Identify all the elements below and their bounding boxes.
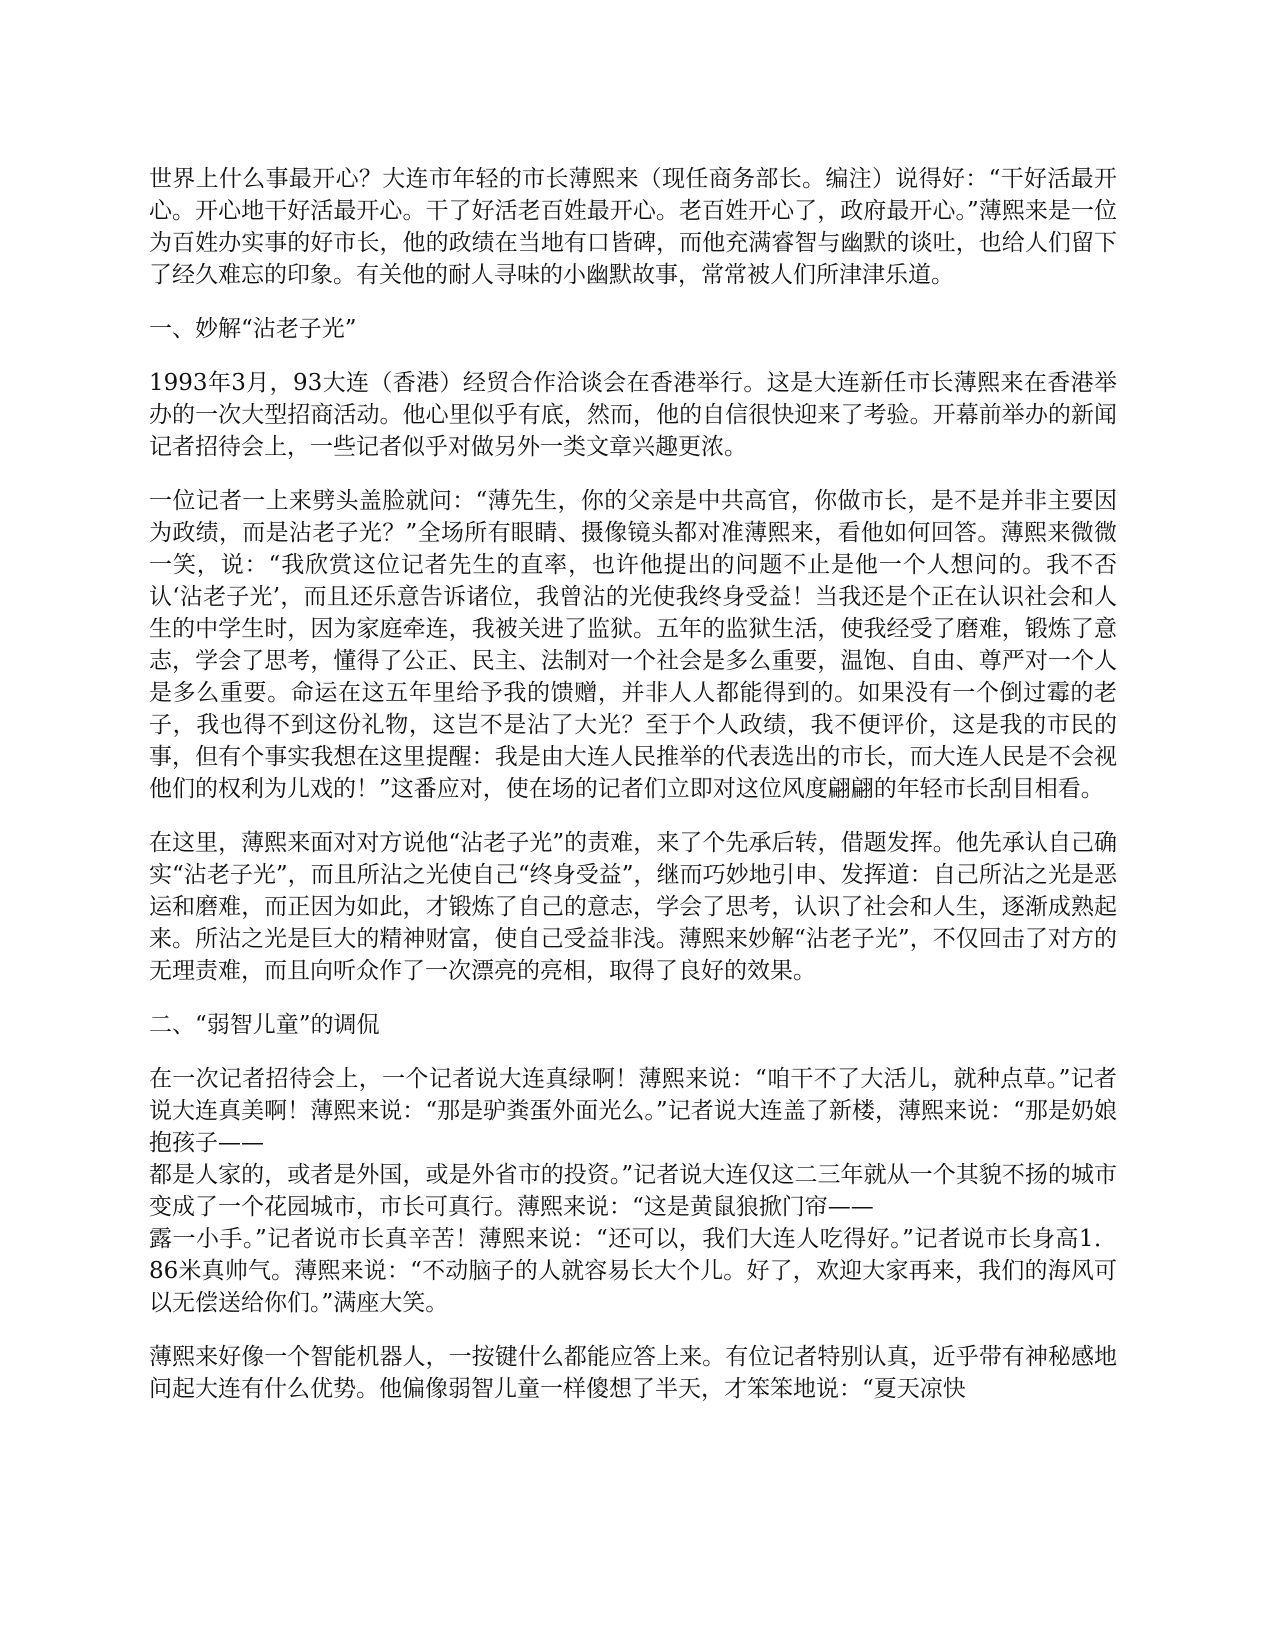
body-paragraph: 1993年3月，93大连（香港）经贸合作洽谈会在香港举行。这是大连新任市长薄熙来在香港举办的一次大型招商活动。他心里似乎有底，然而，他的自信很快迎来了考验。开幕前举办的新闻记者招待会上，一些记者似乎对做另外一类文章兴趣更浓。 [149,370,1117,460]
body-paragraph: 在这里，薄熙来面对对方说他“沾老子光”的责难，来了个先承后转，借题发挥。他先承认自己确实“沾老子光”，而且所沾之光使自己“终身受益”，继而巧妙地引申、发挥道：自己所沾之光是恶运和磨难，而正因为如此，才锻炼了自己的意志，学会了思考，认识了社会和人生，逐渐成熟起来。所沾之光是巨大的精神财富，使自己受益非浅。薄熙来妙解“沾老子光”，不仅回击了对方的无理责难，而且向听众作了一次漂亮的亮相，取得了良好的效果。 [149,830,1117,984]
intro-paragraph: 世界上什么事最开心？大连市年轻的市长薄熙来（现任商务部长。编注）说得好：“干好活最开心。开心地干好活最开心。干了好活老百姓最开心。老百姓开心了，政府最开心。”薄熙来是一位为百姓办实事的好市长，他的政绩在当地有口皆碑，而他充满睿智与幽默的谈吐，也给人们留下了经久难忘的印象。有关他的耐人寻味的小幽默故事，常常被人们所津津乐道。 [149,166,1117,288]
section-heading-2: 二、“弱智儿童”的调侃 [149,1012,380,1038]
anecdote-paragraph [149,1063,1117,1319]
anecdote-line-2: 都是人家的，或者是外国，或是外省市的投资。”记者说大连仅这二三年就从一个其貌不扬的城市变成了一个花园城市，市长可真行。薄熙来说：“这是黄鼠狼掀门帘—— [149,1162,1117,1220]
body-paragraph: 一位记者一上来劈头盖脸就问：“薄先生，你的父亲是中共高官，你做市长，是不是并非主要因为政绩，而是沾老子光？”全场所有眼睛、摄像镜头都对准薄熙来，看他如何回答。薄熙来微微一笑，说：“我欣赏这位记者先生的直率，也许他提出的问题不止是他一个人想问的。我不否认‘沾老子光’，而且还乐意告诉诸位，我曾沾的光使我终身受益！当我还是个正在认识社会和人生的中学生时，因为家庭牵连，我被关进了监狱。五年的监狱生活，使我经受了磨难，锻炼了意志，学会了思考，懂得了公正、民主、法制对一个社会是多么重要，温饱、自由、尊严对一个人是多么重要。命运在这五年里给予我的馈赠，并非人人都能得到的。如果没有一个倒过霉的老子，我也得不到这份礼物，这岂不是沾了大光？至于个人政绩，我不便评价，这是我的市民的事，但有个事实我想在这里提醒：我是由大连人民推举的代表选出的市长，而大连人民是不会视他们的权利为儿戏的！”这番应对，使在场的记者们立即对这位风度翩翩的年轻市长刮目相看。 [149,488,1117,802]
body-paragraph: 薄熙来好像一个智能机器人，一按键什么都能应答上来。有位记者特别认真，近乎带有神秘感地问起大连有什么优势。他偏像弱智儿童一样傻想了半天，才笨笨地说：“夏天凉快 [149,1344,1117,1402]
anecdote-line-1: 在一次记者招待会上，一个记者说大连真绿啊！薄熙来说：“咱干不了大活儿，就种点草。”记者说大连真美啊！薄熙来说：“那是驴粪蛋外面光么。”记者说大连盖了新楼，薄熙来说：“那是奶娘抱孩子—— [149,1066,1117,1156]
anecdote-line-3: 露一小手。”记者说市长真辛苦！薄熙来说：“还可以，我们大连人吃得好。”记者说市长身高1．86米真帅气。薄熙来说：“不动脑子的人就容易长大个儿。好了，欢迎大家再来，我们的海风可以无偿送给你们。”满座大笑。 [149,1226,1117,1316]
section-heading-1: 一、妙解“沾老子光” [149,316,357,342]
document-body [149,163,1117,1427]
